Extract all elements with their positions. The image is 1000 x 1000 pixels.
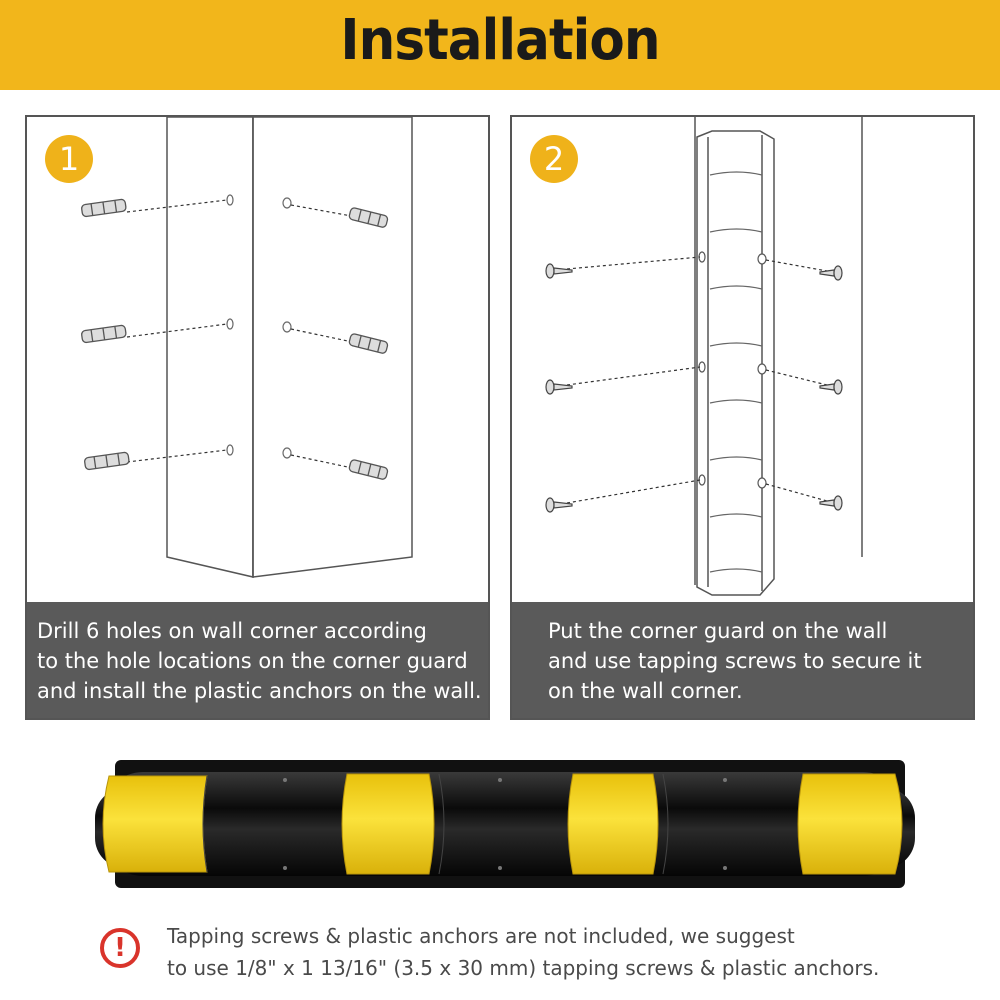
step-1-caption-box (27, 602, 488, 720)
corner-guard-product-image (95, 760, 915, 890)
header-banner (0, 0, 1000, 90)
step-2-panel (510, 115, 975, 720)
wall-corner-drilling-illustration (27, 117, 488, 602)
page-title: Installation (340, 8, 660, 73)
step-number-badge: 1 (45, 135, 93, 183)
corner-guard-mounting-illustration (512, 117, 973, 602)
step-1-caption: Drill 6 holes on wall corner according to the hole locations on the corner guard and install the plastic anchors on the wall. (37, 619, 482, 703)
exclamation-icon: ! (100, 928, 140, 968)
notice-text: Tapping screws & plastic anchors are not included, we suggest to use 1/8" x 1 13/16" (3.5 x 30 mm) tapping screws & plastic anchors. (167, 924, 880, 980)
step-2-caption: Put the corner guard on the wall and use tapping screws to secure it on the wall corner. (548, 619, 922, 703)
step-1-panel (25, 115, 490, 720)
step-number-badge: 2 (530, 135, 578, 183)
step-2-caption-box (512, 602, 973, 720)
notice (100, 920, 980, 990)
